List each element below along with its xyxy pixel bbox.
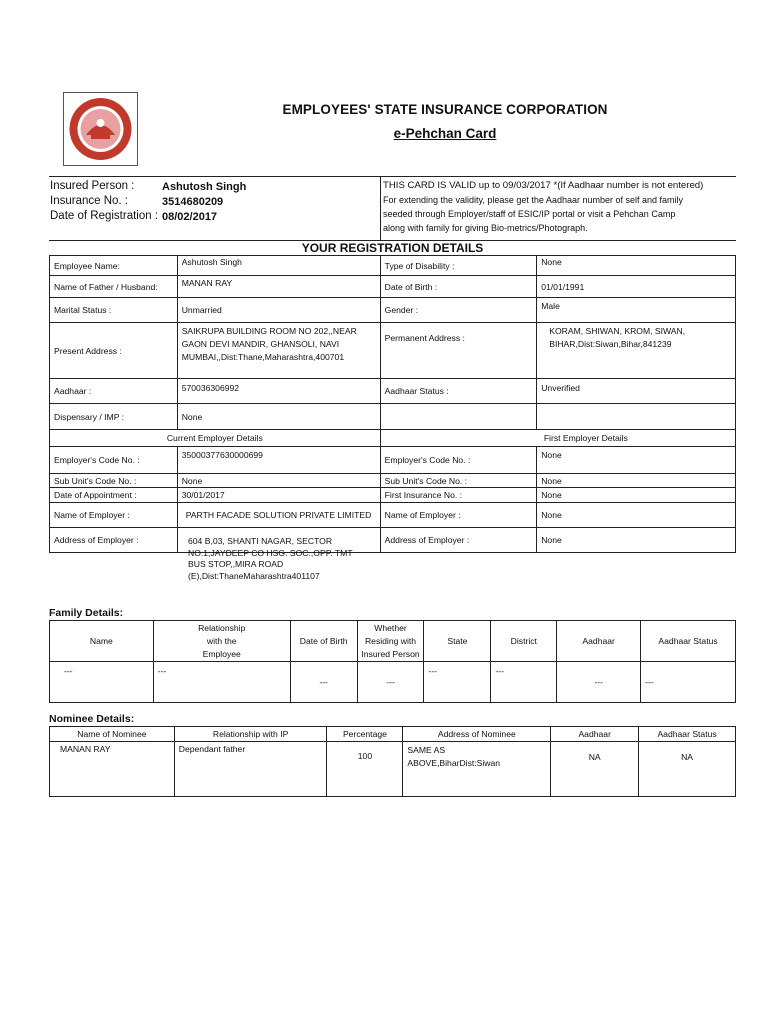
family-cell: --- [641, 662, 736, 703]
family-header: Aadhaar Status [641, 621, 736, 662]
address-line: BIHAR,Dist:Siwan,Bihar,841239 [549, 339, 672, 349]
nominee-aadhaar: NA [551, 742, 639, 797]
cell-label: Present Address : [50, 323, 178, 379]
cell-value: None [537, 474, 736, 488]
address-line: GAON DEVI MANDIR, GHANSOLI, NAVI [181, 339, 340, 349]
present-address [177, 323, 380, 379]
nominee-relationship: Dependant father [174, 742, 327, 797]
first-employer-title: First Employer Details [380, 430, 735, 447]
validity-line: seeded through Employer/staff of ESIC/IP portal or visit a Pehchan Camp [383, 209, 676, 219]
family-cell: --- [424, 662, 491, 703]
cell-value: Unverified [537, 379, 736, 404]
family-cell: --- [153, 662, 290, 703]
organization-title: EMPLOYEES' STATE INSURANCE CORPORATION [282, 102, 608, 117]
address-line: MUMBAI,,Dist:Thane,Maharashtra,400701 [181, 352, 345, 362]
cell-label: Sub Unit's Code No. : [380, 474, 537, 488]
family-header: Whether Residing with Insured Person [357, 621, 424, 662]
family-header: Aadhaar [557, 621, 641, 662]
card-title: e-Pehchan Card [393, 126, 497, 141]
permanent-address [537, 323, 736, 379]
family-header: Date of Birth [290, 621, 357, 662]
registration-table [49, 255, 736, 553]
family-header: State [424, 621, 491, 662]
cell-label: Marital Status : [50, 298, 178, 323]
esic-logo [63, 92, 138, 166]
cell-label: Name of Employer : [380, 503, 537, 528]
cell-label: First Insurance No. : [380, 488, 537, 503]
nominee-percentage: 100 [327, 742, 403, 797]
address-line: KORAM, SHIWAN, KROM, SIWAN, [549, 326, 686, 336]
cell-value: 01/01/1991 [537, 276, 736, 298]
nominee-header: Percentage [327, 727, 403, 742]
cell-label: Date of Birth : [380, 276, 537, 298]
nominee-table [49, 726, 736, 797]
address-line: SAIKRUPA BUILDING ROOM NO 202,,NEAR [181, 326, 357, 336]
cell-value: Ashutosh Singh [177, 256, 380, 276]
cell-value: Male [537, 298, 736, 323]
address-line: BUS STOP,,MIRA ROAD [188, 559, 284, 569]
insurance-no-label: Insurance No. : [50, 195, 128, 207]
current-employer-title: Current Employer Details [50, 430, 381, 447]
validity-line: THIS CARD IS VALID up to 09/03/2017 *(If Aadhaar number is not entered) [383, 180, 704, 191]
cell-label: Date of Appointment : [50, 488, 178, 503]
nominee-name: MANAN RAY [50, 742, 175, 797]
cell-label: Permanent Address : [380, 323, 537, 379]
cell-label: Aadhaar : [50, 379, 178, 404]
cell-value: 570036306992 [177, 379, 380, 404]
address-line: ABOVE,BiharDist:Siwan [407, 758, 501, 768]
nominee-address [403, 742, 551, 797]
insured-person-value: Ashutosh Singh [162, 181, 247, 193]
insurance-no-value: 3514680209 [162, 196, 224, 208]
employer-address [188, 536, 353, 582]
family-table [49, 620, 736, 703]
divider [380, 176, 381, 240]
cell-label: Aadhaar Status : [380, 379, 537, 404]
nominee-header: Aadhaar [551, 727, 639, 742]
registration-date-label: Date of Registration : [50, 210, 159, 222]
address-line: (E),Dist:ThaneMaharashtra401107 [188, 570, 320, 581]
cell-empty [380, 404, 537, 430]
address-line: SAME AS [407, 745, 446, 755]
cell-empty [537, 404, 736, 430]
cell-value: None [537, 503, 736, 528]
nominee-header: Address of Nominee [403, 727, 551, 742]
cell-label: Gender : [380, 298, 537, 323]
cell-value: Unmarried [177, 298, 380, 323]
validity-line: along with family for giving Bio-metrics/Photograph. [383, 223, 588, 233]
family-cell: --- [557, 662, 641, 703]
family-header: Relationship with the Employee [153, 621, 290, 662]
cell-label: Employer's Code No. : [380, 447, 537, 474]
validity-note [383, 179, 735, 235]
nominee-aadhaar-status: NA [639, 742, 736, 797]
cell-value: MANAN RAY [177, 276, 380, 298]
cell-label: Sub Unit's Code No. : [50, 474, 178, 488]
nominee-header: Aadhaar Status [639, 727, 736, 742]
cell-label: Employer's Code No. : [50, 447, 178, 474]
registration-title: YOUR REGISTRATION DETAILS [301, 241, 484, 255]
nominee-header: Relationship with IP [174, 727, 327, 742]
registration-date-value: 08/02/2017 [162, 211, 218, 223]
cell-value: None [537, 528, 736, 553]
cell-label: Employee Name: [50, 256, 178, 276]
nominee-header: Name of Nominee [50, 727, 175, 742]
nominee-title: Nominee Details: [49, 713, 135, 725]
family-header: District [491, 621, 557, 662]
family-cell: --- [50, 662, 154, 703]
cell-value: 35000377630000699 [177, 447, 380, 474]
cell-label: Name of Father / Husband: [50, 276, 178, 298]
cell-label: Name of Employer : [50, 503, 178, 528]
family-cell: --- [290, 662, 357, 703]
cell-value: 30/01/2017 [177, 488, 380, 503]
divider [49, 176, 736, 177]
esic-seal-icon [64, 93, 137, 165]
cell-value: None [537, 488, 736, 503]
cell-value: None [177, 474, 380, 488]
address-line: 604 B,03, SHANTI NAGAR, SECTOR [188, 536, 333, 546]
family-header: Name [50, 621, 154, 662]
cell-value: None [537, 256, 736, 276]
cell-label: Address of Employer : [380, 528, 537, 553]
address-line: NO.1,JAYDEEP CO HSG. SOC.,OPP. TMT [188, 547, 353, 558]
cell-label: Type of Disability : [380, 256, 537, 276]
validity-line: For extending the validity, please get the Aadhaar number of self and family [383, 195, 684, 205]
cell-label: Dispensary / IMP : [50, 404, 178, 430]
cell-value: None [177, 404, 380, 430]
cell-value: PARTH FACADE SOLUTION PRIVATE LIMITED [177, 503, 380, 528]
family-title: Family Details: [49, 607, 124, 619]
family-cell: --- [491, 662, 557, 703]
insured-person-label: Insured Person : [50, 180, 135, 192]
cell-value: None [537, 447, 736, 474]
family-cell: --- [357, 662, 424, 703]
cell-label: Address of Employer : [50, 528, 178, 553]
